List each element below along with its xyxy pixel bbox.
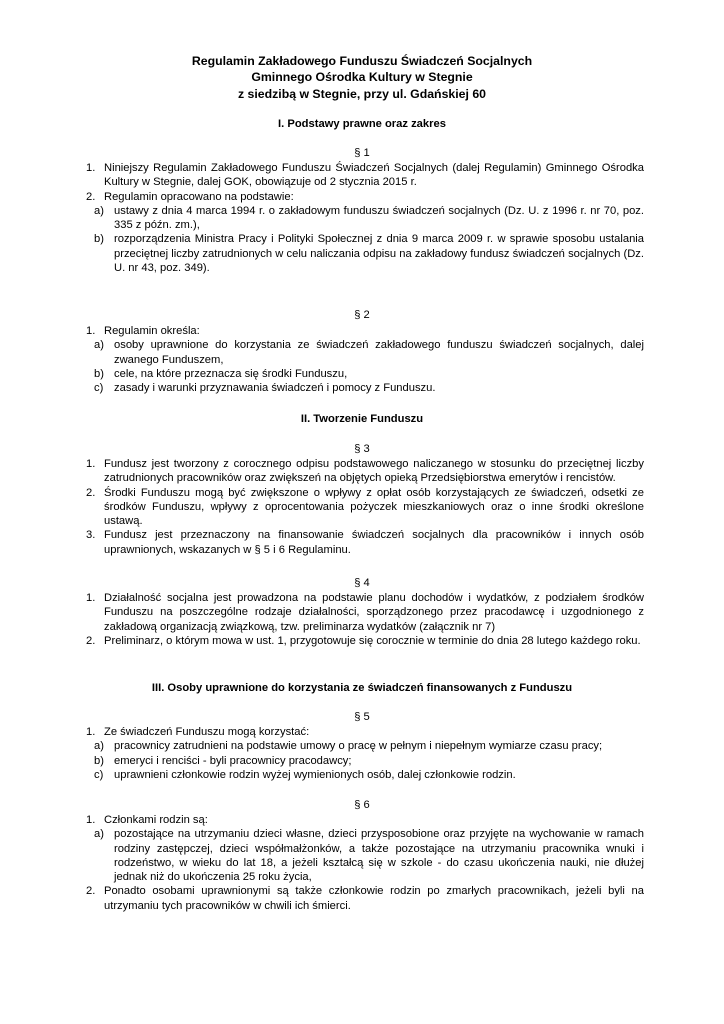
item-number: 1. (86, 726, 96, 738)
sub-item-text: zasady i warunki przyznawania świadczeń i pomocy z Funduszu. (114, 382, 436, 395)
sub-item-letter: b) (94, 754, 104, 767)
sub-item-text: emeryci i renciści - byli pracownicy pracodawcy; (114, 754, 352, 767)
list-item (80, 486, 644, 529)
sub-item-letter: c) (94, 382, 104, 395)
document-title (80, 53, 644, 102)
sub-item (80, 381, 644, 395)
section-4-symbol: § 4 (354, 577, 370, 589)
item-text: Preliminarz, o którym mowa w ust. 1, przygotowuje się corocznie w terminie do dnia 28 lutego każdego roku. (104, 634, 641, 647)
list-item (80, 813, 644, 827)
sub-item (80, 232, 644, 275)
sub-item-text: uprawnieni członkowie rodzin wyżej wymienionych osób, dalej członkowie rodzin. (114, 768, 516, 781)
section-5-symbol: § 5 (354, 711, 370, 723)
sub-item-letter: a) (94, 339, 104, 352)
sub-item-text: pracownicy zatrudnieni na podstawie umowy o pracę w pełnym i niepełnym wymiarze czasu pracy; (114, 740, 603, 753)
list-item (80, 591, 644, 634)
sub-item (80, 338, 644, 367)
sub-item (80, 827, 644, 884)
item-number: 2. (86, 190, 96, 203)
sub-item-letter: b) (94, 233, 104, 246)
item-number: 2. (86, 486, 96, 499)
item-number: 1. (86, 162, 96, 174)
sub-item-text: osoby uprawnione do korzystania ze świadczeń zakładowego funduszu świadczeń socjalnych, dalej zwanego Funduszem, (114, 339, 644, 366)
sub-item-text: rozporządzenia Ministra Pracy i Polityki Społecznej z dnia 9 marca 2009 r. w sprawie sposobu ustalania przeciętnej liczby zatrudnionych w celu naliczania odpisu na zakładowy fundusz świadczeń socjalnych (Dz. U. nr 43, poz. 349). (114, 233, 644, 275)
section-2-body (80, 324, 644, 395)
list-item (80, 324, 644, 338)
section-5-body (80, 725, 644, 782)
sub-item (80, 754, 644, 768)
list-item (80, 190, 644, 204)
section-2-symbol: § 2 (354, 309, 370, 321)
sub-item (80, 204, 644, 233)
sub-item (80, 768, 644, 782)
item-number: 1. (86, 814, 96, 826)
chapter-1-heading: I. Podstawy prawne oraz zakres (278, 118, 446, 130)
chapter-2-heading: II. Tworzenie Funduszu (300, 413, 424, 425)
item-number: 1. (86, 458, 96, 470)
item-text: Działalność socjalna jest prowadzona na podstawie planu dochodów i wydatków, z podziałem środków Funduszu na poszczególne rodzaje działalności, sporządzonego przez pracodawcę i uzgodnionego z zakładową organizacją związkową, tzw. preliminarza wydatków (załącznik nr 7) (104, 592, 644, 633)
sub-item-text: ustawy z dnia 4 marca 1994 r. o zakładowym funduszu świadczeń socjalnych (Dz. U. z 1996 r. nr 70, poz. 335 z późn. zm.), (114, 204, 644, 232)
section-3-body (80, 457, 644, 557)
sub-item (80, 367, 644, 381)
item-number: 2. (86, 885, 96, 898)
list-item (80, 528, 644, 557)
item-text: Niniejszy Regulamin Zakładowego Funduszu Świadczeń Socjalnych (dalej Regulamin) Gminnego Ośrodka Kultury w Stegnie, dalej GOK, obowiązuje od 2 stycznia 2015 r. (104, 162, 644, 189)
sub-item (80, 739, 644, 753)
list-item (80, 725, 644, 739)
section-1-body (80, 161, 644, 275)
item-text: Środki Funduszu mogą być zwiększone o wpływy z opłat osób korzystających ze świadczeń, odsetki ze środków Funduszu, wpływy z oprocentowania pożyczek mieszkaniowych oraz o inne środki określone ustawą. (104, 486, 644, 528)
title-line-1: Regulamin Zakładowego Funduszu Świadczeń Socjalnych (191, 54, 533, 68)
section-1-symbol: § 1 (354, 147, 370, 159)
item-text: Ze świadczeń Funduszu mogą korzystać: (104, 726, 310, 738)
item-number: 1. (86, 325, 96, 337)
item-number: 2. (86, 634, 96, 647)
item-text: Regulamin opracowano na podstawie: (104, 190, 294, 203)
sub-item-text: pozostające na utrzymaniu dzieci własne, dzieci przysposobione oraz przyjęte na wychowanie w ramach rodziny zastępczej, dzieci współmałżonków, a także pozostające na utrzymaniu pracownika wnuki i rodzeństwo, w wieku do lat 18, a jeżeli kształcą się w szkole - do czasu ukończenia nauki, nie dłużej jednak niż do ukończenia 25 roku życia, (114, 828, 644, 884)
item-text: Członkami rodzin są: (104, 814, 208, 826)
section-6-body (80, 813, 644, 913)
list-item (80, 161, 644, 190)
item-number: 3. (86, 529, 96, 542)
list-item (80, 457, 644, 486)
item-text: Ponadto osobami uprawnionymi są także członkowie rodzin po zmarłych pracownikach, jeżeli byli na utrzymaniu tych pracowników w chwili ich śmierci. (104, 885, 644, 912)
sub-item-text: cele, na które przeznacza się środki Funduszu, (114, 367, 348, 380)
chapter-3-heading: III. Osoby uprawnione do korzystania ze świadczeń finansowanych z Funduszu (151, 682, 573, 694)
item-text: Fundusz jest przeznaczony na finansowanie świadczeń socjalnych dla pracowników i innych osób uprawnionych, wskazanych w § 5 i 6 Regulaminu. (104, 529, 644, 556)
list-item (80, 634, 644, 648)
sub-item-letter: a) (94, 740, 104, 753)
item-number: 1. (86, 592, 96, 604)
title-line-3: z siedzibą w Stegnie, przy ul. Gdańskiej 60 (237, 86, 487, 101)
item-text: Regulamin określa: (104, 325, 200, 337)
title-line-2: Gminnego Ośrodka Kultury w Stegnie (251, 70, 473, 85)
sub-item-letter: a) (94, 828, 104, 841)
section-4-body (80, 591, 644, 648)
item-text: Fundusz jest tworzony z corocznego odpisu podstawowego naliczanego w stosunku do przeciętnej liczby zatrudnionych pracowników oraz zwiększeń na objętych opieką Przedsiębiorstwa emerytów i rencistów. (104, 458, 644, 485)
sub-item-letter: a) (94, 204, 104, 217)
sub-item-letter: c) (94, 768, 104, 781)
sub-item-letter: b) (94, 367, 104, 380)
section-3-symbol: § 3 (354, 443, 370, 455)
section-6-symbol: § 6 (354, 799, 370, 811)
list-item (80, 884, 644, 913)
